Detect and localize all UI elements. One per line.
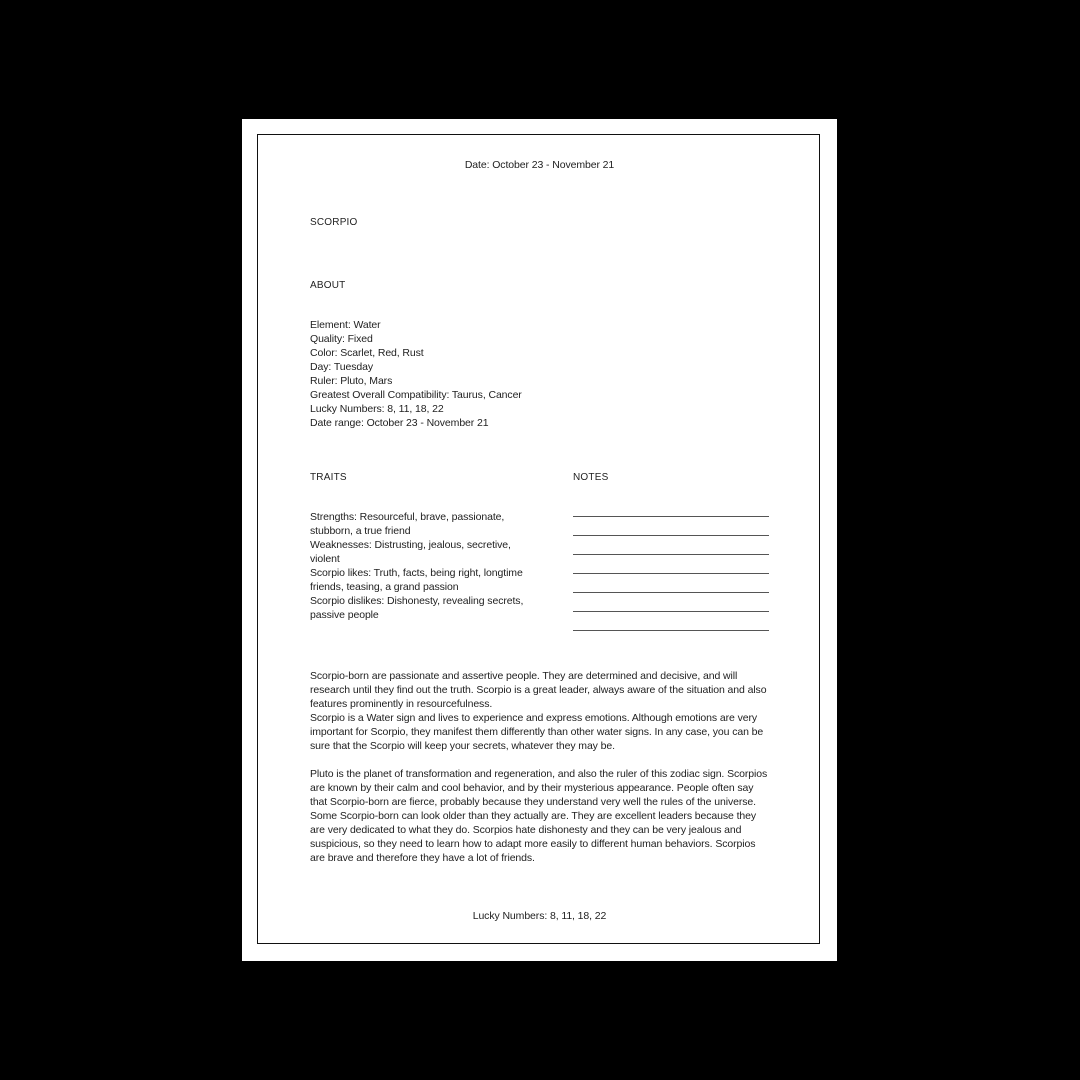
sign-title: SCORPIO: [310, 217, 358, 228]
note-line[interactable]: [573, 630, 769, 631]
about-item-date-range: Date range: October 23 - November 21: [310, 417, 489, 429]
footer-lucky-numbers: Lucky Numbers: 8, 11, 18, 22: [472, 910, 607, 922]
about-item-lucky-numbers: Lucky Numbers: 8, 11, 18, 22: [310, 403, 444, 415]
about-item-element: Element: Water: [310, 319, 381, 331]
note-line[interactable]: [573, 573, 769, 574]
trait-strengths: Strengths: Resourceful, brave, passionate, stubborn, a true friend: [310, 511, 505, 537]
notes-heading: NOTES: [573, 472, 609, 483]
traits-heading: TRAITS: [310, 472, 347, 483]
note-line[interactable]: [573, 611, 769, 612]
date-header: Date: October 23 - November 21: [464, 159, 615, 171]
about-item-quality: Quality: Fixed: [310, 333, 373, 345]
about-item-day: Day: Tuesday: [310, 361, 373, 373]
paragraph-pluto: Pluto is the planet of transformation and regeneration, and also the ruler of this zodiac sign. Scorpios are known by their calm and cool behavior, and by their mysterious appearance. People often say that Scorpio-born are fierce, probably because they understand very well the rules of the universe. Some Scorpio-born can look older than they actually are. They are excellent leaders because they are very dedicated to what they do. Scorpios hate dishonesty and they can be very jealous and suspicious, so they need to learn how to adapt more easily to different human behaviors. Scorpios are brave and therefore they have a lot of friends.: [310, 768, 768, 864]
note-line[interactable]: [573, 535, 769, 536]
note-line[interactable]: [573, 516, 769, 517]
about-item-ruler: Ruler: Pluto, Mars: [310, 375, 393, 387]
paragraph-water-sign: Scorpio is a Water sign and lives to experience and express emotions. Although emotions are very important for Scorpio, they manifest them differently than other water signs. In any case, you can be sure that the Scorpio will keep your secrets, whatever they may be.: [310, 712, 764, 752]
note-line[interactable]: [573, 592, 769, 593]
about-heading: ABOUT: [310, 280, 346, 291]
paragraph-intro: Scorpio-born are passionate and assertive people. They are determined and decisive, and will research until they find out the truth. Scorpio is a great leader, always aware of the situation and also features prominently in resourcefulness.: [310, 670, 767, 710]
note-line[interactable]: [573, 554, 769, 555]
trait-weaknesses: Weaknesses: Distrusting, jealous, secretive, violent: [310, 539, 511, 565]
document-page: [242, 119, 837, 961]
trait-dislikes: Scorpio dislikes: Dishonesty, revealing secrets, passive people: [310, 595, 524, 621]
about-item-compatibility: Greatest Overall Compatibility: Taurus, Cancer: [310, 389, 522, 401]
about-list: [310, 318, 610, 430]
description-text: [310, 669, 770, 865]
traits-list: [310, 510, 540, 622]
about-item-color: Color: Scarlet, Red, Rust: [310, 347, 424, 359]
trait-likes: Scorpio likes: Truth, facts, being right, longtime friends, teasing, a grand passion: [310, 567, 523, 593]
